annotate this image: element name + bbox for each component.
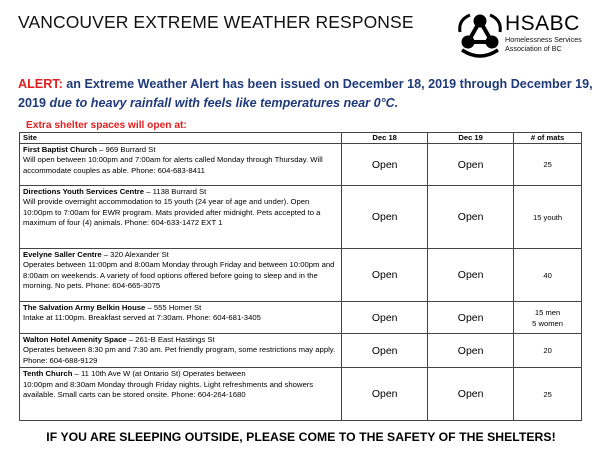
site-cell (20, 368, 342, 421)
mats-value: 40 (543, 270, 552, 280)
table-row (20, 186, 582, 249)
mats-count (514, 368, 582, 421)
mats-count (514, 249, 582, 302)
mats-count (514, 334, 582, 368)
site-name: The Salvation Army Belkin House (23, 303, 146, 312)
dec19-status: Open (428, 368, 514, 421)
site-details: Will open between 10:00pm and 7:00am for alerts called Monday through Thursday. Will accommodate couples as able. Phone: 604-683-8411 (23, 155, 323, 175)
alert-reason: due to heavy rainfall with feels like temperatures near 0°C. (49, 96, 399, 110)
site-cell (20, 186, 342, 249)
mats-value-2: 5 women (532, 318, 563, 328)
mats-count (514, 302, 582, 334)
site-cell (20, 144, 342, 186)
mats-count (514, 186, 582, 249)
site-cell (20, 249, 342, 302)
table-row (20, 368, 582, 421)
table-row (20, 334, 582, 368)
site-address: – 11 10th Ave W (at Ontario St) Operates between (72, 369, 246, 379)
table-row (20, 144, 582, 186)
site-name: First Baptist Church (23, 145, 97, 154)
site-details: Will provide overnight accommodation to 15 youth (24 year of age and under). Open 10:00pm to 7:00am for EWR program. Mats provided after midnight. Pets accepted to a maximum of four (4) animals. Phone: 604-633-1472 EXT 1 (23, 197, 321, 228)
dec19-status: Open (428, 186, 514, 249)
site-address: – 555 Homer St (145, 303, 202, 312)
site-address: – 969 Burrard St (96, 145, 156, 154)
table-row (20, 302, 582, 334)
page-title: VANCOUVER EXTREME WEATHER RESPONSE (18, 12, 414, 32)
site-cell (20, 302, 342, 334)
table-header-row (20, 133, 582, 144)
mats-value: 20 (543, 346, 552, 356)
site-address: – 261-B East Hastings St (126, 335, 215, 344)
mats-count (514, 144, 582, 186)
alert-label: ALERT: (18, 77, 63, 91)
site-details: Intake at 11:00pm. Breakfast served at 7:30am. Phone: 604-681-3405 (23, 313, 261, 323)
header-dec19: Dec 19 (428, 133, 514, 144)
site-address: – 1138 Burrard St (144, 187, 207, 196)
site-name: Walton Hotel Amenity Space (23, 335, 127, 344)
dec19-status: Open (428, 334, 514, 368)
site-details: 10:00pm and 8:30am Monday through Friday nights. Light refreshments and showers available. Small carts can be stored onsite. Phone: 604-264-1680 (23, 379, 314, 400)
mats-value: 15 men (534, 307, 561, 317)
logo-subtitle: Homelessness Services Association of BC (505, 35, 582, 53)
dec18-status: Open (342, 144, 428, 186)
table-row (20, 249, 582, 302)
dec19-status: Open (428, 249, 514, 302)
footer-message: IF YOU ARE SLEEPING OUTSIDE, PLEASE COME TO THE SAFETY OF THE SHELTERS! (46, 430, 556, 444)
logo-wordmark: HSABC (505, 12, 580, 35)
header-site: Site (20, 133, 342, 144)
header-dec18: Dec 18 (342, 133, 428, 144)
dec18-status: Open (342, 186, 428, 249)
site-name: Directions Youth Services Centre (23, 187, 145, 196)
alert-text: an Extreme Weather Alert has been issued on December 18, 2019 through December 19, 2019 (18, 77, 593, 110)
mats-value: 15 youth (533, 212, 563, 222)
site-details: Operates between 8:30 pm and 7:30 am. Pet friendly program, some restrictions may apply. Phone: 604-688-9129 (23, 345, 336, 365)
hsabc-logo-icon (458, 12, 502, 58)
extra-shelter-heading: Extra shelter spaces will open at: (26, 120, 187, 131)
mats-value: 25 (543, 160, 552, 169)
mats-value: 25 (543, 389, 552, 399)
header-mats: # of mats (514, 133, 582, 144)
dec18-status: Open (342, 302, 428, 334)
dec19-status: Open (428, 144, 514, 186)
site-address: – 320 Alexander St (101, 250, 169, 259)
site-cell (20, 334, 342, 368)
shelter-table (19, 132, 582, 421)
dec18-status: Open (342, 334, 428, 368)
site-name: Tenth Church (23, 369, 73, 379)
alert-message (18, 75, 593, 113)
site-details: Operates between 11:00pm and 8:00am Monday through Friday and between 10:00pm and 8:00am on weekends. A variety of food options offered before going to sleep and in the morning. No pets. Phone: 604-665-3075 (23, 260, 335, 291)
dec19-status: Open (428, 302, 514, 334)
hsabc-logo (458, 10, 590, 68)
dec18-status: Open (342, 249, 428, 302)
site-name: Evelyne Saller Centre (23, 250, 102, 259)
dec18-status: Open (342, 368, 428, 421)
